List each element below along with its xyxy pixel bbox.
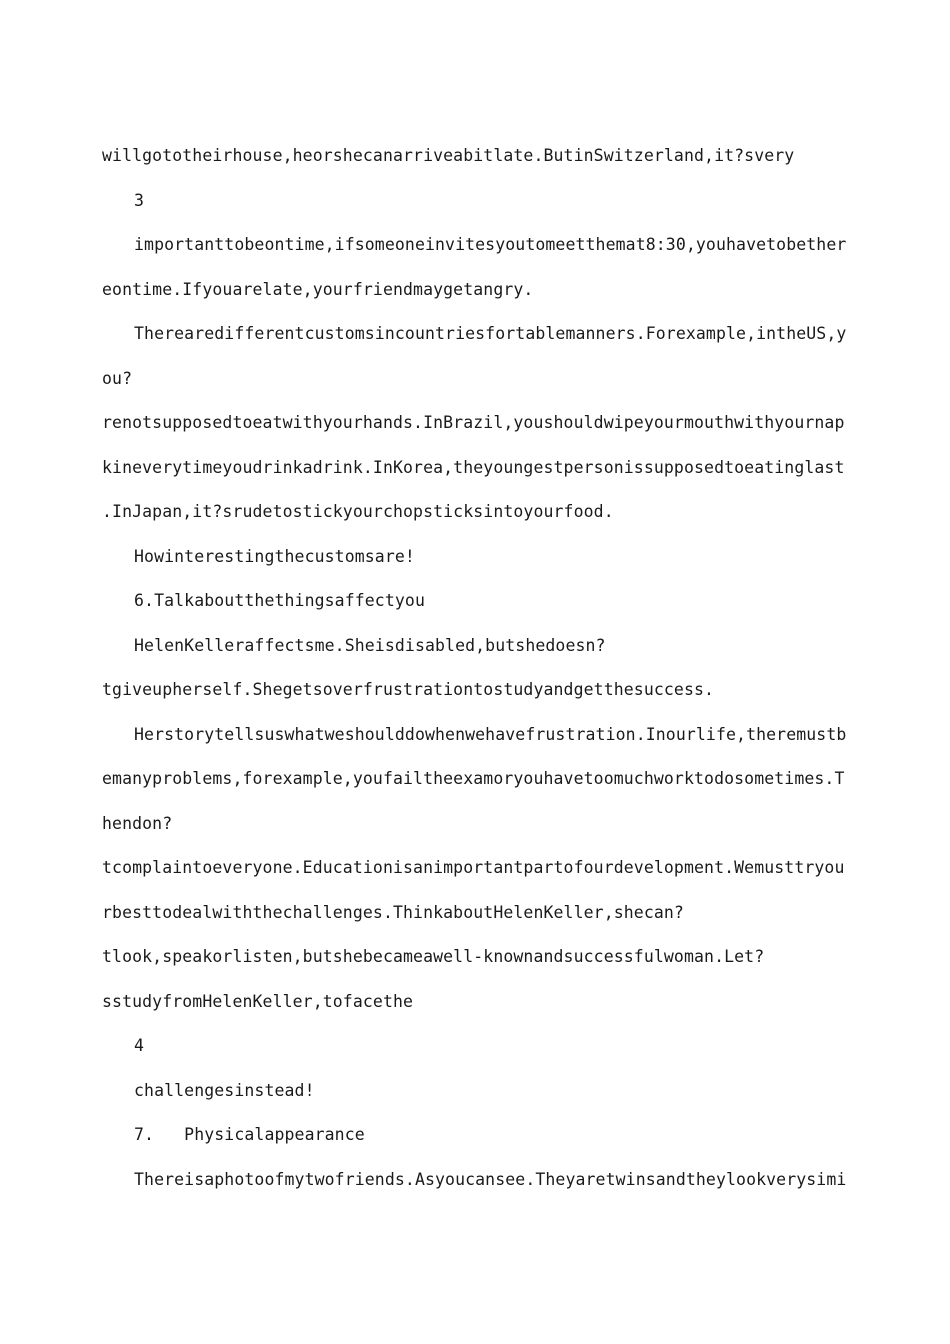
text-line: hendon?: [102, 814, 173, 833]
text-line: willgototheirhouse,heorshecanarriveabitlate.ButinSwitzerland,it?svery: [102, 146, 795, 165]
section-heading: 7. Physicalappearance: [134, 1125, 365, 1144]
text-line: ou?: [102, 369, 133, 388]
text-line: HelenKelleraffectsme.Sheisdisabled,butshedoesn?: [134, 636, 606, 655]
page-number: 3: [134, 191, 145, 210]
text-line: eontime.Ifyouarelate,yourfriendmaygetangry.: [102, 280, 534, 299]
text-line: tlook,speakorlisten,butshebecameawell-knownandsuccessfulwoman.Let?: [102, 947, 765, 966]
text-line: sstudyfromHelenKeller,tofacethe: [102, 992, 414, 1011]
page-number: 4: [134, 1036, 145, 1055]
text-line: rbesttodealwiththechallenges.ThinkaboutHelenKeller,shecan?: [102, 903, 684, 922]
text-line: tcomplaintoeveryone.Educationisanimportantpartofourdevelopment.Wemusttryou: [102, 858, 845, 877]
text-line: kineverytimeyoudrinkadrink.InKorea,theyoungestpersonissupposedtoeatinglast: [102, 458, 845, 477]
text-line: Thereisaphotoofmytwofriends.Asyoucansee.Theyaretwinsandtheylookverysimi: [134, 1170, 847, 1189]
text-line: tgiveupherself.Shegetsoverfrustrationtostudyandgetthesuccess.: [102, 680, 715, 699]
text-line: Therearedifferentcustomsincountriesfortablemanners.Forexample,intheUS,y: [134, 324, 847, 343]
text-line: challengesinstead!: [134, 1081, 315, 1100]
text-line: Howinterestingthecustomsare!: [134, 547, 415, 566]
text-line: renotsupposedtoeatwithyourhands.InBrazil,youshouldwipeyourmouthwithyournap: [102, 413, 845, 432]
section-heading: 6.Talkaboutthethingsaffectyou: [134, 591, 425, 610]
text-line: importanttobeontime,ifsomeoneinvitesyoutomeetthemat8:30,youhavetobether: [134, 235, 847, 254]
text-line: emanyproblems,forexample,youfailtheexamoryouhavetoomuchworktodosometimes.T: [102, 769, 845, 788]
text-line: Herstorytellsuswhatweshoulddowhenwehavefrustration.Inourlife,theremustb: [134, 725, 847, 744]
text-line: .InJapan,it?srudetostickyourchopsticksintoyourfood.: [102, 502, 614, 521]
